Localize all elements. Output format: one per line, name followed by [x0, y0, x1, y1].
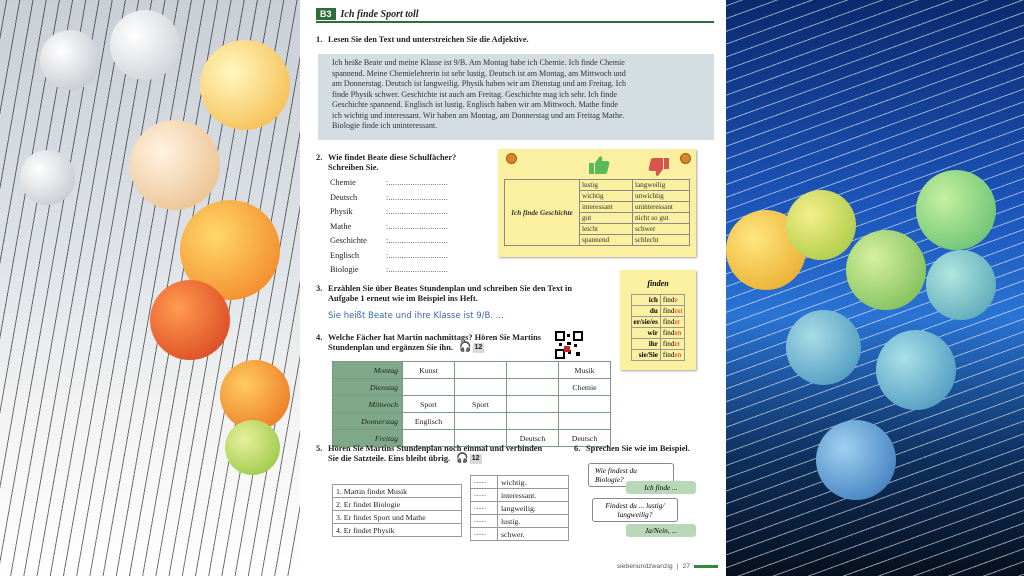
molecule-sphere [916, 170, 996, 250]
table-cell[interactable]: Deutsch [507, 430, 559, 447]
headphones-icon: 🎧 [459, 342, 472, 354]
track-number: 12 [471, 455, 480, 463]
answer-blank[interactable]: :........................... [386, 236, 448, 245]
molecule-sphere [816, 420, 896, 500]
sentence-end: interessant. [498, 489, 569, 502]
table-row [333, 379, 611, 396]
molecule-sphere [150, 280, 230, 360]
page-footer: siebenundzwanzig | 27 [617, 563, 718, 570]
answer-blank[interactable]: :........................... [386, 193, 448, 202]
finden-conjugation-note [620, 270, 696, 370]
pronoun: ich [631, 295, 660, 306]
table-cell[interactable] [455, 379, 507, 396]
match-blank[interactable]: ........ [471, 489, 498, 502]
headphones-icon: 🎧 [456, 453, 469, 465]
pronoun: er/sie/es [631, 317, 660, 328]
positive-adjective: lustig [580, 180, 633, 191]
task-1-instruction: 1. Lesen Sie den Text und unterstreichen Sie die Adjektive. [316, 35, 529, 44]
answer-blank[interactable]: :........................... [386, 222, 448, 231]
day-label: Mittwoch [333, 396, 403, 413]
subject-label: Deutsch [330, 193, 358, 202]
table-cell[interactable]: Deutsch [559, 430, 611, 447]
day-label: Dienstag [333, 379, 403, 396]
verb-ending: en [674, 351, 682, 359]
sentence-end: lustig. [498, 515, 569, 528]
subject-label: Biologie [330, 265, 359, 274]
table-cell[interactable] [559, 396, 611, 413]
sentence-start: 2. Er findet Biologie [333, 498, 462, 511]
task-6-instruction: 6. Sprechen Sie wie im Beispiel. [574, 444, 690, 453]
table-cell[interactable]: Kunst [403, 362, 455, 379]
table-cell[interactable] [455, 413, 507, 430]
section-header [316, 7, 419, 21]
pronoun: sie/Sie [631, 350, 660, 361]
speech-bubble: Ja/Nein, ... [626, 524, 696, 537]
match-blank[interactable]: ........ [471, 476, 498, 489]
table-cell[interactable]: Sport [455, 396, 507, 413]
verb-ending: en [674, 329, 682, 337]
pin-icon [506, 153, 517, 164]
positive-adjective: wichtig [580, 191, 633, 202]
section-title: Ich finde Sport toll [340, 8, 419, 20]
pronoun: ihr [631, 339, 660, 350]
molecule-sphere [40, 30, 100, 90]
task-5-instruction: 5. Hören Sie Martins Stundenplan noch einmal und verbinden Sie die Satzteile. Eins bleibt übrig. 🎧 12 [316, 444, 543, 465]
task-3-instruction: 3. Erzählen Sie über Beates Stundenplan und schreiben Sie den Text in Aufgabe 1 erneut wie im Beispiel ins Heft. [316, 284, 573, 303]
footer-bar [694, 565, 718, 568]
audio-track-button[interactable] [459, 343, 484, 353]
reading-line: am Donnerstag. Deutsch ist langweilig. Physik haben wir am Dienstag und am Freitag. Ich [332, 79, 627, 88]
verb-stem: find [662, 296, 675, 304]
pronoun: du [631, 306, 660, 317]
negative-adjective: schwer [633, 224, 690, 235]
subject-label: Geschichte [330, 236, 367, 245]
left-background-image [0, 0, 300, 576]
answer-blank[interactable]: :........................... [386, 251, 448, 260]
pronoun: wir [631, 328, 660, 339]
molecule-sphere [926, 250, 996, 320]
speech-bubble: Ich finde ... [626, 481, 696, 494]
reading-text-box [318, 54, 714, 140]
task-2-instruction: 2. Wie findet Beate diese Schulfächer? Schreiben Sie. [316, 153, 457, 172]
task-4-instruction: 4. Welche Fächer hat Martin nachmittags? Hören Sie Martins Stundenplan und ergänzen Sie ihn. 🎧 12 [316, 333, 541, 354]
timetable [332, 361, 611, 447]
table-cell[interactable] [559, 413, 611, 430]
negative-adjective: nicht so gut [633, 213, 690, 224]
adjective-table-label: Ich finde Geschichte [505, 180, 580, 246]
subject-label: Englisch [330, 251, 360, 260]
sentence-end: langweilig. [498, 502, 569, 515]
verb-stem: find [662, 329, 675, 337]
finden-table [631, 294, 686, 361]
subject-label: Chemie [330, 178, 356, 187]
answer-blank[interactable]: :........................... [386, 207, 448, 216]
textbook-page [300, 0, 726, 576]
table-cell[interactable] [455, 362, 507, 379]
verb-ending: et [674, 318, 680, 326]
negative-adjective: schlecht [633, 235, 690, 246]
verb-stem: find [662, 318, 675, 326]
track-number: 12 [474, 344, 483, 352]
day-label: Montag [333, 362, 403, 379]
right-background-image [726, 0, 1024, 576]
table-cell[interactable]: Chemie [559, 379, 611, 396]
match-blank[interactable]: ........ [471, 528, 498, 541]
reading-line: ich wichtig und interessant. Wir haben am Montag, am Donnerstag und am Freitag Mathe. [332, 110, 625, 120]
reading-line: finde Physik schwer. Geschichte ist auch am Freitag. Geschichte mag ich sehr. Ich finde [332, 89, 617, 99]
answer-blank[interactable]: :........................... [386, 178, 448, 187]
table-cell[interactable] [507, 396, 559, 413]
reading-line: spannend. Meine Chemielehrerin ist sehr lustig. Deutsch ist am Montag, am Mittwoch und [332, 68, 626, 78]
negative-adjective: unwichtig [633, 191, 690, 202]
verb-ending: et [674, 340, 680, 348]
positive-adjective: gut [580, 213, 633, 224]
match-blank[interactable]: ........ [471, 502, 498, 515]
sentence-start: 4. Er findet Physik [333, 524, 462, 537]
molecule-sphere [876, 330, 956, 410]
table-cell[interactable] [403, 379, 455, 396]
molecule-sphere [200, 40, 290, 130]
negative-adjective: uninteressant [633, 202, 690, 213]
section-badge: B3 [316, 8, 336, 20]
audio-track-button[interactable] [456, 454, 481, 464]
table-cell[interactable]: Sport [403, 396, 455, 413]
verb-ending: est [674, 307, 683, 315]
speech-bubble: Wie findest du Biologie? [588, 463, 674, 487]
qr-code-icon[interactable] [554, 330, 584, 360]
sentence-start: 3. Er findet Sport und Mathe [333, 511, 462, 524]
speech-bubble: Findest du ... lustig/ langweilig? [592, 498, 678, 522]
table-row [333, 362, 611, 379]
answer-blank[interactable]: :........................... [386, 265, 448, 274]
adjective-table [504, 179, 690, 246]
molecule-sphere [225, 420, 280, 475]
molecule-sphere [130, 120, 220, 210]
match-blank[interactable]: ........ [471, 515, 498, 528]
verb-ending: e [674, 296, 678, 304]
positive-adjective: leicht [580, 224, 633, 235]
header-rule [316, 21, 714, 23]
page-number-word: siebenundzwanzig [616, 563, 673, 570]
day-label: Freitag [333, 430, 403, 447]
table-cell[interactable] [507, 413, 559, 430]
sentence-end: schwer. [498, 528, 569, 541]
molecule-sphere [786, 310, 861, 385]
reading-line: Geschichte spannend. Englisch ist lustig. Englisch haben wir am Mittwoch. Mathe finde [332, 100, 618, 109]
positive-adjective: interessant [580, 202, 633, 213]
molecule-sphere [846, 230, 926, 310]
positive-adjective: spannend [580, 235, 633, 246]
verb-stem: find [662, 307, 675, 315]
sentence-end-table [470, 475, 569, 541]
table-cell[interactable]: Englisch [403, 413, 455, 430]
molecule-sphere [20, 150, 75, 205]
adjective-note [498, 149, 696, 257]
table-cell[interactable] [507, 379, 559, 396]
table-row [333, 413, 611, 430]
handwritten-example: Sie heißt Beate und ihre Klasse ist 9/B. ... [328, 311, 504, 321]
reading-line: Biologie finde ich uninteressant. [332, 121, 438, 130]
sentence-end: wichtig. [498, 476, 569, 489]
subject-label: Mathe [330, 222, 352, 231]
table-row [333, 396, 611, 413]
finden-title: finden [647, 279, 669, 288]
table-cell[interactable]: Musik [559, 362, 611, 379]
day-label: Donnerstag [333, 413, 403, 430]
subject-label: Physik [330, 207, 353, 216]
thumbs-up-icon [588, 155, 610, 175]
sentence-start: 1. Martin findet Musik [333, 485, 462, 498]
molecule-sphere [786, 190, 856, 260]
page-number: 27 [682, 563, 690, 570]
reading-line: Ich heiße Beate und meine Klasse ist 9/B. Am Montag habe ich Chemie. Ich finde Chemie [332, 58, 625, 67]
pin-icon [680, 153, 691, 164]
negative-adjective: langweilig [633, 180, 690, 191]
molecule-sphere [110, 10, 180, 80]
thumbs-down-icon [648, 157, 670, 177]
verb-stem: find [662, 340, 675, 348]
sentence-start-table [332, 484, 462, 537]
table-cell[interactable] [507, 362, 559, 379]
verb-stem: find [662, 351, 675, 359]
